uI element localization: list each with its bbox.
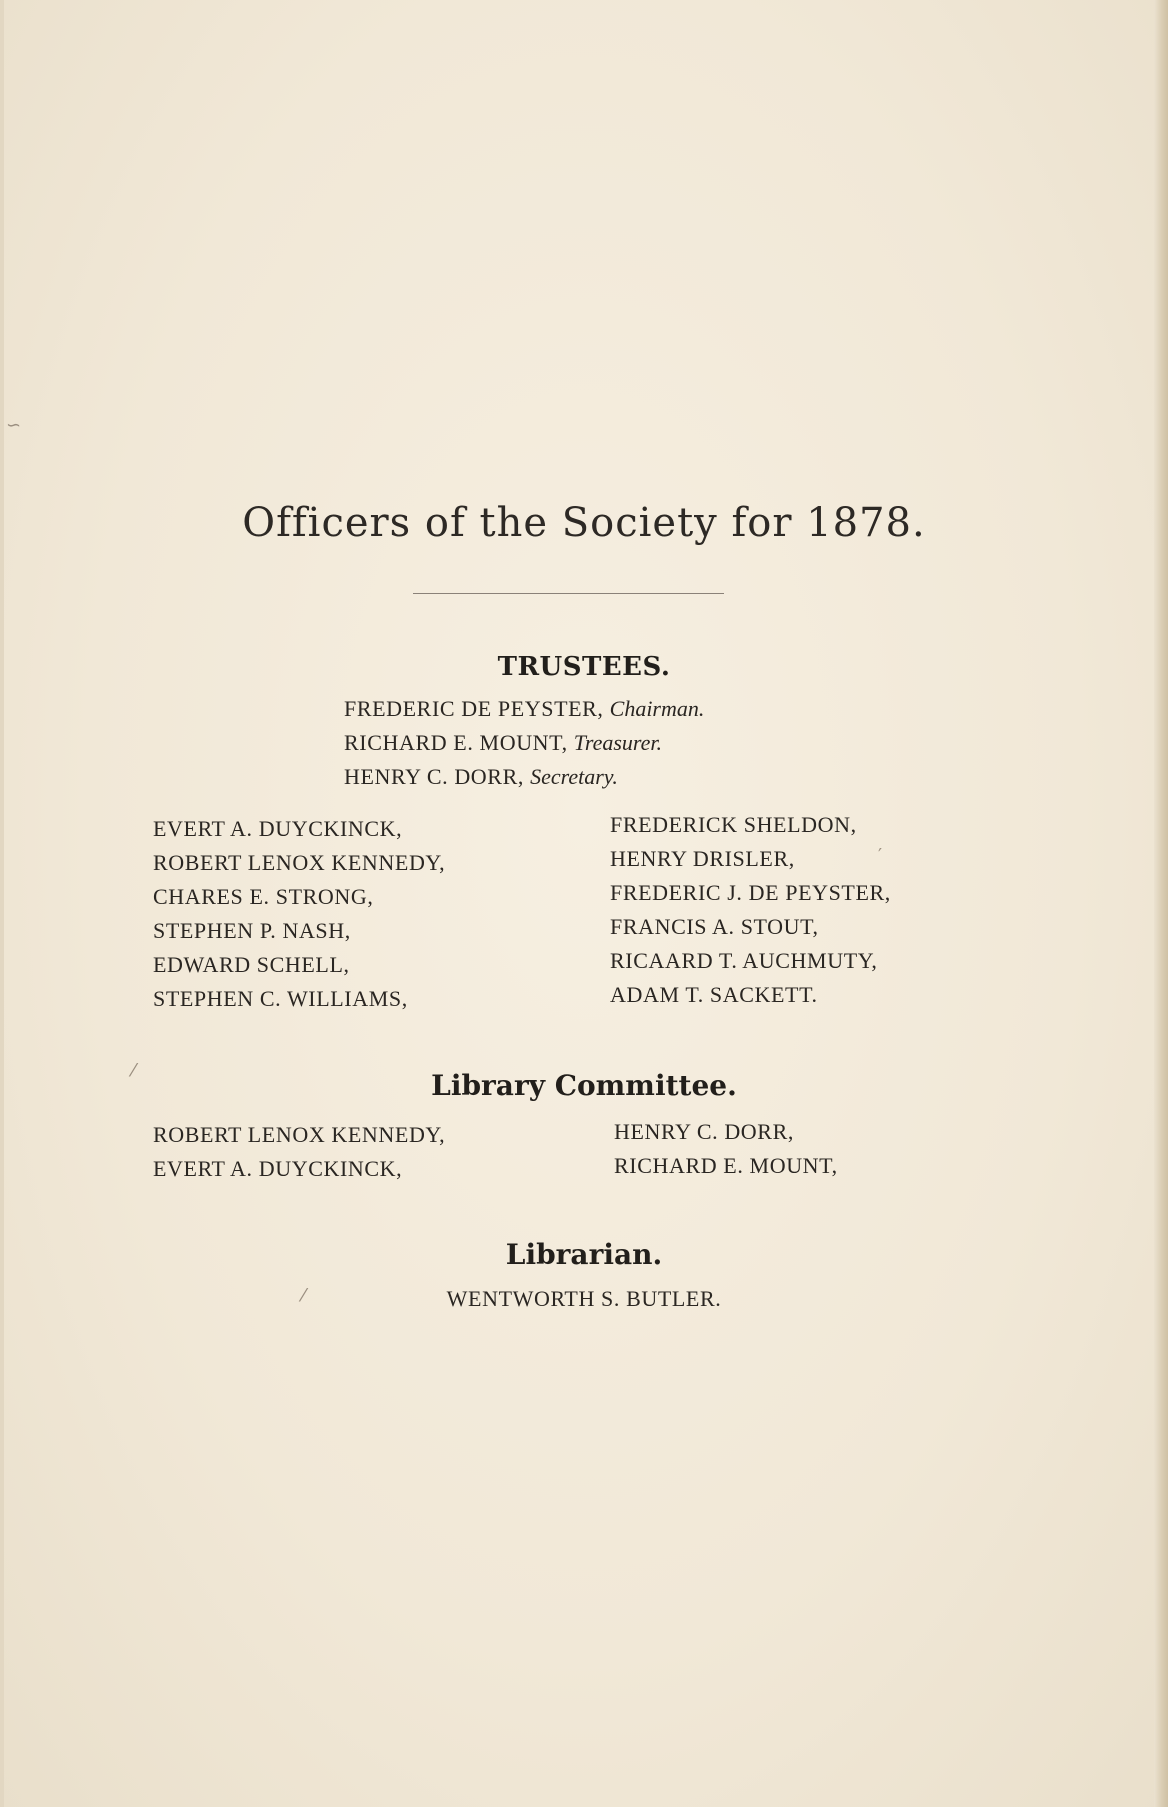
- trustee-name: STEPHEN P. NASH,: [153, 918, 351, 943]
- page-heading: Officers of the Society for 1878.: [242, 500, 926, 546]
- officer-role: Secretary.: [530, 764, 618, 789]
- page-edge-right: [1154, 0, 1168, 1807]
- librarian-name: WENTWORTH S. BUTLER.: [446, 1286, 722, 1311]
- committee-member-name: EVERT A. DUYCKINCK,: [153, 1156, 403, 1181]
- officer-line: [344, 760, 704, 794]
- library-committee-right-column: [614, 1115, 838, 1183]
- trustee-name: FREDERICK SHELDON,: [610, 812, 857, 837]
- trustee-name: FREDERIC J. DE PEYSTER,: [610, 880, 891, 905]
- library-committee-title: Library Committee.: [431, 1069, 737, 1102]
- heading-divider: [413, 593, 724, 594]
- librarian-title: Librarian.: [505, 1238, 663, 1271]
- paper-mark-icon: ⁄: [132, 1060, 136, 1081]
- officer-role: Treasurer.: [573, 730, 663, 755]
- officer-name: RICHARD E. MOUNT,: [344, 730, 568, 755]
- trustee-name: RICAARD T. AUCHMUTY,: [610, 948, 878, 973]
- trustee-name: EVERT A. DUYCKINCK,: [153, 816, 403, 841]
- committee-member-name: HENRY C. DORR,: [614, 1119, 794, 1144]
- trustee-name: ROBERT LENOX KENNEDY,: [153, 850, 446, 875]
- officer-role: Chairman.: [609, 696, 705, 721]
- officer-line: [344, 726, 704, 760]
- officer-name: HENRY C. DORR,: [344, 764, 524, 789]
- committee-member-name: RICHARD E. MOUNT,: [614, 1153, 838, 1178]
- trustee-name: EDWARD SCHELL,: [153, 952, 350, 977]
- page-edge-left: [0, 0, 4, 1807]
- trustee-officers: [344, 692, 704, 794]
- committee-member-name: ROBERT LENOX KENNEDY,: [153, 1122, 446, 1147]
- trustees-right-column: [610, 808, 891, 1012]
- trustee-name: STEPHEN C. WILLIAMS,: [153, 986, 408, 1011]
- trustee-name: FRANCIS A. STOUT,: [610, 914, 819, 939]
- trustee-name: ADAM T. SACKETT.: [610, 982, 818, 1007]
- officer-name: FREDERIC DE PEYSTER,: [344, 696, 604, 721]
- library-committee-left-column: [153, 1118, 445, 1186]
- trustee-name: CHARES E. STRONG,: [153, 884, 374, 909]
- officer-line: [344, 692, 704, 726]
- trustee-name: HENRY DRISLER,: [610, 846, 795, 871]
- paper-mark-icon: ∽: [6, 415, 22, 436]
- trustees-title: TRUSTEES.: [497, 652, 671, 682]
- paper-mark-icon: ⁄: [302, 1285, 306, 1306]
- paper-mark-icon: ′: [878, 845, 883, 866]
- trustees-left-column: [153, 812, 445, 1016]
